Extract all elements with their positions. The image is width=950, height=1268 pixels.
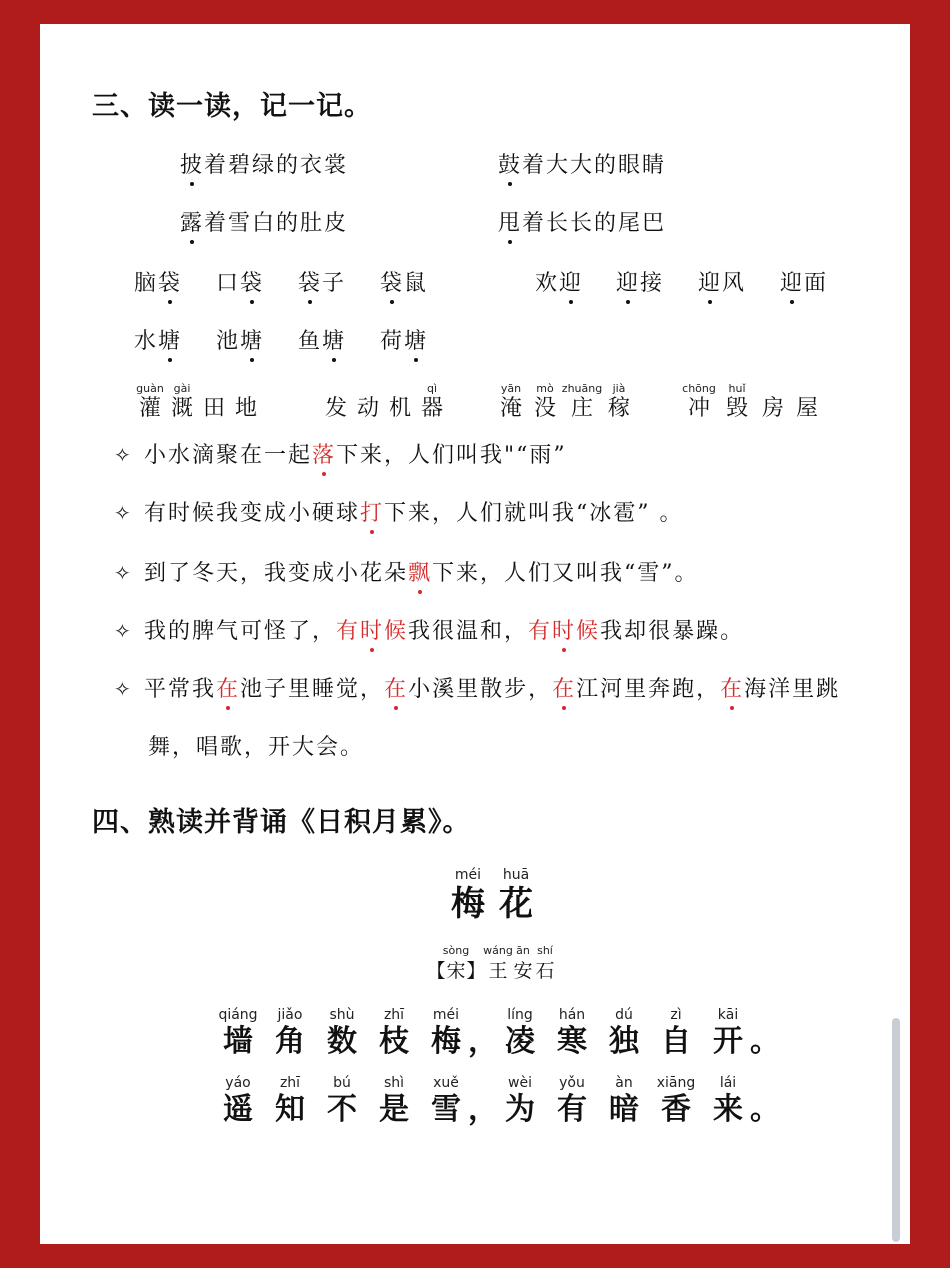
dotted-char: 袋 xyxy=(380,266,404,297)
sentence-3: ✧ 到了冬天，我变成小花朵飘下来，人们又叫我“雪”。 xyxy=(114,556,699,587)
dotted-char: 露 xyxy=(180,206,204,237)
pinyin-group-3: yān 淹 mò 没 zhuāng 庄 jià 稼 xyxy=(499,382,630,421)
vertical-scrollbar[interactable] xyxy=(892,1018,900,1242)
dotted-char: 袋 xyxy=(240,266,264,297)
sentence-1: ✧ 小水滴聚在一起落下来，人们叫我"“雨” xyxy=(114,438,567,469)
dotted-char: 披 xyxy=(180,148,204,179)
dotted-char: 袋 xyxy=(298,266,322,297)
diamond-bullet-icon: ✧ xyxy=(114,501,133,525)
word-koudai: 口袋 xyxy=(216,266,264,297)
dotted-char: 迎 xyxy=(559,266,583,297)
section-3-title: 三、读一读，记一记。 xyxy=(92,91,372,122)
pinyin-group-2: 发 动 机 qì 器 xyxy=(324,382,443,421)
poem-line-1: qiáng 墙 jiǎo 角 shù 数 zhī 枝 méi 梅 ， líng 凌 hán 寒 dú 独 zì 自 kāi 开 。 xyxy=(218,1007,780,1059)
word-chitang: 池塘 xyxy=(216,324,264,355)
dotted-char: 塘 xyxy=(158,324,182,355)
poem-author: 【 sòng 宋 】 wáng 王 ān 安 shí 石 xyxy=(426,944,555,982)
pinyin-group-1: guàn 灌 gài 溉 田 地 xyxy=(136,382,257,421)
sentence-5-continued: 舞，唱歌，开大会。 xyxy=(148,735,365,760)
word-daishu: 袋鼠 xyxy=(380,266,428,297)
word-naodai: 脑袋 xyxy=(134,266,182,297)
phrase-1: 披着碧绿的衣裳 xyxy=(180,148,348,179)
word-yingjie: 迎接 xyxy=(616,266,664,297)
word-hetang: 荷塘 xyxy=(380,324,428,355)
word-yingfeng: 迎风 xyxy=(698,266,746,297)
dotted-char: 迎 xyxy=(698,266,722,297)
poem-line-2: yáo 遥 zhī 知 bú 不 shì 是 xuě 雪 ， wèi 为 yǒu 有 àn 暗 xiāng 香 lái 来 。 xyxy=(223,1075,780,1127)
pinyin-group-4: chōng 冲 huǐ 毁 房 屋 xyxy=(682,382,818,421)
word-yutang: 鱼塘 xyxy=(298,324,346,355)
dotted-char: 迎 xyxy=(616,266,640,297)
dotted-char: 甩 xyxy=(498,206,522,237)
sentence-2: ✧ 有时候我变成小硬球打下来，人们就叫我“冰雹” 。 xyxy=(114,496,684,527)
dotted-char: 塘 xyxy=(404,324,428,355)
phrase-2: 鼓着大大的眼睛 xyxy=(498,148,666,179)
diamond-bullet-icon: ✧ xyxy=(114,561,133,585)
word-yingmian: 迎面 xyxy=(780,266,828,297)
phrase-3: 露着雪白的肚皮 xyxy=(180,206,348,237)
diamond-bullet-icon: ✧ xyxy=(114,619,133,643)
poem-title: méi 梅 huā 花 xyxy=(451,867,533,924)
sentence-4: ✧ 我的脾气可怪了，有时候我很温和，有时候我却很暴躁。 xyxy=(114,614,744,645)
dotted-char: 迎 xyxy=(780,266,804,297)
word-huanying: 欢迎 xyxy=(535,266,583,297)
section-4-title: 四、熟读并背诵《日积月累》。 xyxy=(92,807,471,838)
diamond-bullet-icon: ✧ xyxy=(114,677,133,701)
phrase-4: 甩着长长的尾巴 xyxy=(498,206,666,237)
dotted-char: 袋 xyxy=(158,266,182,297)
dotted-char: 鼓 xyxy=(498,148,522,179)
word-daizi: 袋子 xyxy=(298,266,346,297)
dotted-char: 塘 xyxy=(322,324,346,355)
word-shuitang: 水塘 xyxy=(134,324,182,355)
sentence-5: ✧ 平常我在池子里睡觉，在小溪里散步，在江河里奔跑，在海洋里跳 xyxy=(114,672,840,703)
dotted-char: 塘 xyxy=(240,324,264,355)
diamond-bullet-icon: ✧ xyxy=(114,443,133,467)
